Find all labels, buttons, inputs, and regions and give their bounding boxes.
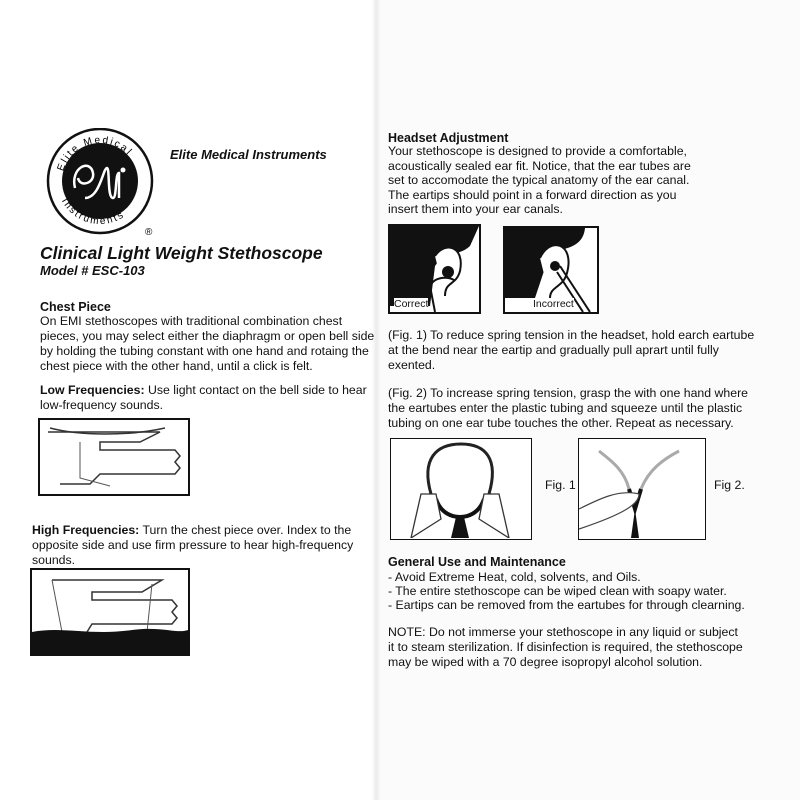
text-line: Turn the chest piece over. Index to the — [139, 523, 352, 537]
bell-side-illustration — [38, 418, 190, 496]
text-line: opposite side and use firm pressure to hear high-frequency — [32, 538, 354, 552]
page-fold — [372, 0, 380, 800]
text-line: (Fig. 2) To increase spring tension, grasp the with one hand where — [388, 386, 749, 400]
fig1-illustration — [390, 438, 532, 540]
high-frequencies-text — [32, 523, 353, 568]
note-text — [388, 625, 743, 670]
model-number: Model # ESC-103 — [40, 263, 145, 278]
chest-piece-heading: Chest Piece — [40, 300, 111, 314]
list-item: - Avoid Extreme Heat, cold, solvents, and Oils. — [388, 570, 641, 584]
diaphragm-side-illustration — [30, 568, 190, 656]
incorrect-fit-illustration — [503, 226, 599, 314]
chest-piece-text — [40, 314, 374, 374]
fig2-instructions — [388, 386, 748, 431]
fig2-caption: Fig 2. — [714, 478, 745, 492]
text-line: (Fig. 1) To reduce spring tension in the headset, hold earch eartube — [388, 328, 755, 342]
text-line: by holding the tubing constant with one hand and rotaing the — [40, 344, 369, 358]
text-line: pieces, you may select either the diaphragm or open bell side — [40, 329, 375, 343]
low-frequencies-text — [40, 383, 367, 413]
text-line: may be wiped with a 70 degree isopropyl alcohol solution. — [388, 655, 703, 669]
fig1-instructions — [388, 328, 754, 373]
list-item: - Eartips can be removed from the eartubes for through clearning. — [388, 598, 745, 612]
svg-text:Elite Medical: Elite Medical — [55, 134, 135, 173]
text-line: tubing on one ear tube touches the other. Repeat as necessary. — [388, 416, 734, 430]
text-line: The eartips should point in a forward direction as you — [388, 187, 677, 202]
product-title: Clinical Light Weight Stethoscope — [40, 243, 323, 263]
text-line: the eartubes enter the plastic tubing and squeeze until the plastic — [388, 401, 743, 415]
text-line: at the bend near the eartip and gradually pull aprart until fully — [388, 343, 719, 357]
text-line: exented. — [388, 358, 436, 372]
text-line: Your stethoscope is designed to provide a comfortable, — [388, 144, 687, 158]
correct-fit-illustration — [388, 224, 481, 314]
text-line: NOTE: Do not immerse your stethoscope in any liquid or subject — [388, 625, 738, 639]
high-frequencies-label: High Frequencies: — [32, 523, 140, 537]
text-line: insert them into your ear canals. — [388, 202, 563, 216]
incorrect-label: Incorrect — [533, 298, 574, 310]
headset-text — [388, 144, 691, 217]
svg-text:Instruments: Instruments — [59, 196, 127, 228]
fig2-illustration — [578, 438, 706, 540]
emi-logo — [45, 128, 160, 238]
list-item: - The entire stethoscope can be wiped clean with soapy water. — [388, 584, 727, 598]
company-name: Elite Medical Instruments — [170, 147, 327, 162]
text-line: set to accomodate the typical anatomy of the ear canal. — [388, 173, 690, 187]
text-line: sounds. — [32, 553, 76, 567]
text-line: it to steam sterilization. If disinfection is required, the stethoscope — [388, 640, 743, 654]
maintenance-list — [388, 570, 745, 612]
text-line: chest piece with the other hand, until a click is felt. — [40, 359, 313, 373]
maintenance-heading: General Use and Maintenance — [388, 555, 566, 569]
text-line: On EMI stethoscopes with traditional combination chest — [40, 314, 343, 328]
text-line: acoustically sealed ear fit. Notice, that the ear tubes are — [388, 158, 691, 173]
headset-heading: Headset Adjustment — [388, 131, 509, 145]
fig1-caption: Fig. 1 — [545, 478, 576, 492]
correct-label: Correct — [394, 298, 429, 310]
low-frequencies-label: Low Frequencies: — [40, 383, 145, 397]
svg-text:®: ® — [145, 227, 153, 238]
text-line: Use light contact on the bell side to hear — [144, 383, 367, 397]
text-line: low-frequency sounds. — [40, 398, 164, 412]
